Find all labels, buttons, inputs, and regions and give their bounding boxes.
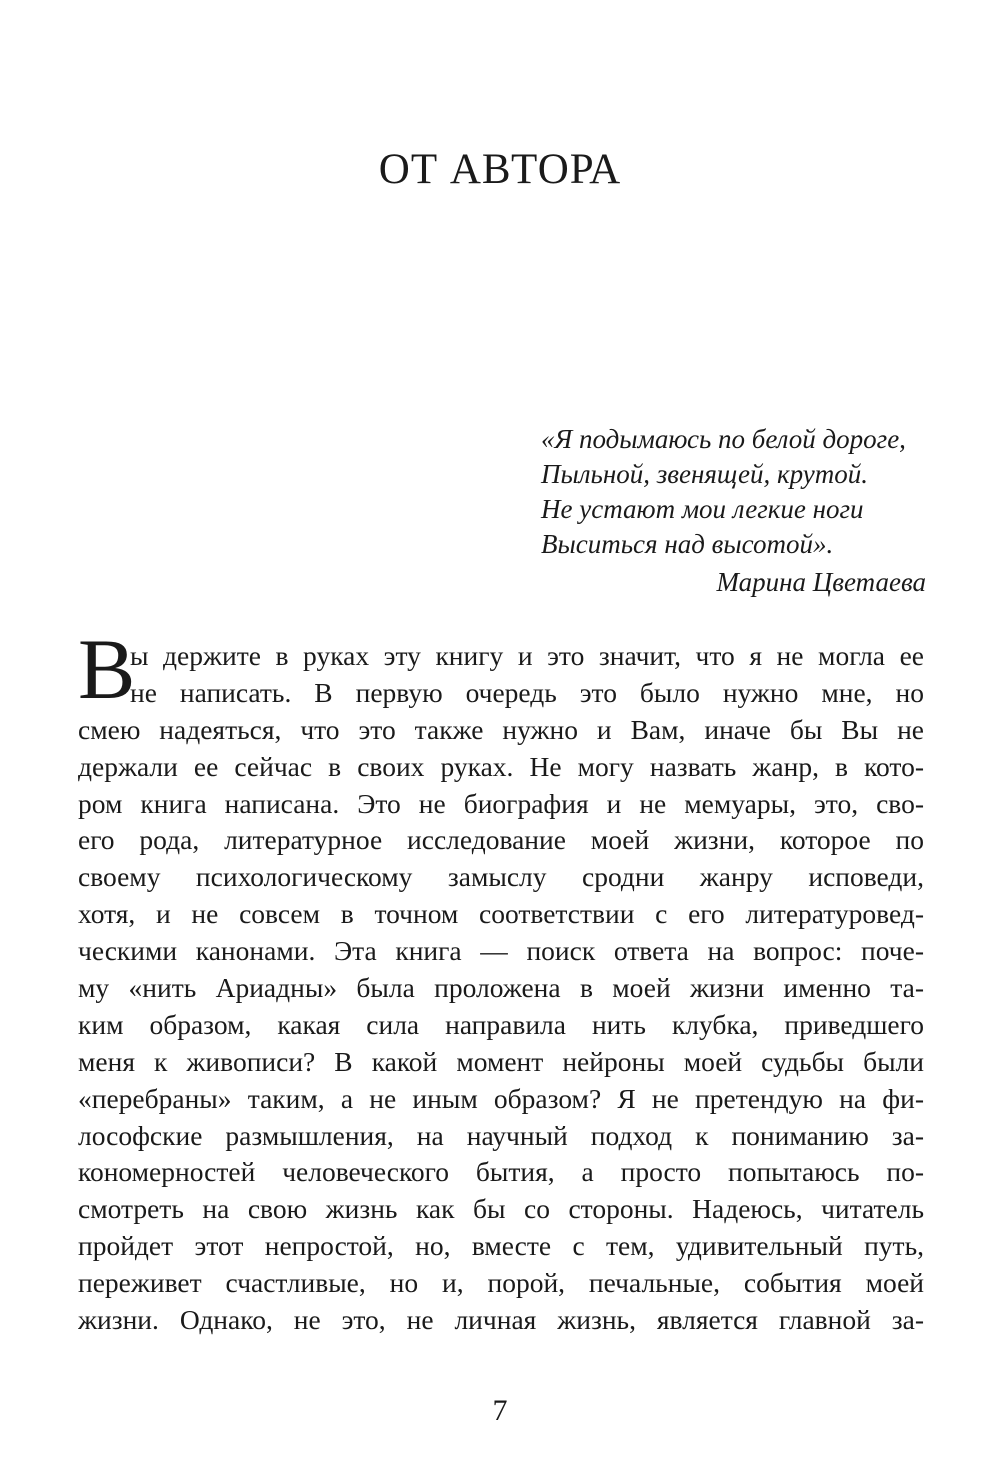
- text-line: не написать. В первую очередь это было нужно мне, но: [130, 676, 924, 708]
- text-line: лософские размышления, на научный подход к пониманию за-: [78, 1119, 924, 1151]
- text-line: му «нить Ариадны» была проложена в моей жизни именно та-: [78, 972, 924, 1004]
- body-text: [78, 638, 924, 1339]
- epigraph-line: «Я подымаюсь по белой дороге,: [541, 424, 906, 454]
- epigraph: [541, 422, 926, 600]
- text-line: пройдет этот непростой, но, вместе с тем, удивительный путь,: [78, 1230, 924, 1262]
- text-line: ром книга написана. Это не биография и не мемуары, это, сво-: [78, 787, 924, 819]
- text-line: кономерностей человеческого бытия, а просто попытаюсь по-: [78, 1156, 924, 1188]
- text-line: жизни. Однако, не это, не личная жизнь, является главной за-: [78, 1304, 924, 1336]
- text-line: своему психологическому замыслу сродни жанру исповеди,: [78, 861, 924, 893]
- epigraph-line: Пыльной, звенящей, крутой.: [541, 459, 868, 489]
- text-line: ким образом, какая сила направила нить клубка, приведшего: [78, 1008, 924, 1040]
- epigraph-line: Не устают мои легкие ноги: [541, 494, 864, 524]
- text-line: держали ее сейчас в своих руках. Не могу назвать жанр, в кото-: [78, 750, 924, 782]
- drop-cap: В: [78, 621, 136, 717]
- text-line: хотя, и не совсем в точном соответствии с его литературовед-: [78, 898, 924, 930]
- epigraph-line: Выситься над высотой».: [541, 529, 834, 559]
- text-line: меня к живописи? В какой момент нейроны моей судьбы были: [78, 1045, 924, 1077]
- page-number: 7: [492, 1394, 508, 1427]
- chapter-title: ОТ АВТОРА: [378, 146, 622, 193]
- text-line: его рода, литературное исследование моей жизни, которое по: [78, 824, 924, 856]
- text-line: переживет счастливые, но и, порой, печальные, события моей: [78, 1267, 924, 1299]
- text-line: ческими канонами. Эта книга — поиск ответа на вопрос: поче-: [78, 935, 924, 967]
- text-line: ы держите в руках эту книгу и это значит, что я не могла ее: [130, 640, 924, 671]
- text-line: «перебраны» таким, а не иным образом? Я не претендую на фи-: [78, 1082, 924, 1114]
- text-line: смею надеяться, что это также нужно и Вам, иначе бы Вы не: [78, 713, 924, 745]
- epigraph-author: Марина Цветаева: [716, 567, 926, 597]
- text-line: смотреть на свою жизнь как бы со стороны. Надеюсь, читатель: [78, 1193, 924, 1225]
